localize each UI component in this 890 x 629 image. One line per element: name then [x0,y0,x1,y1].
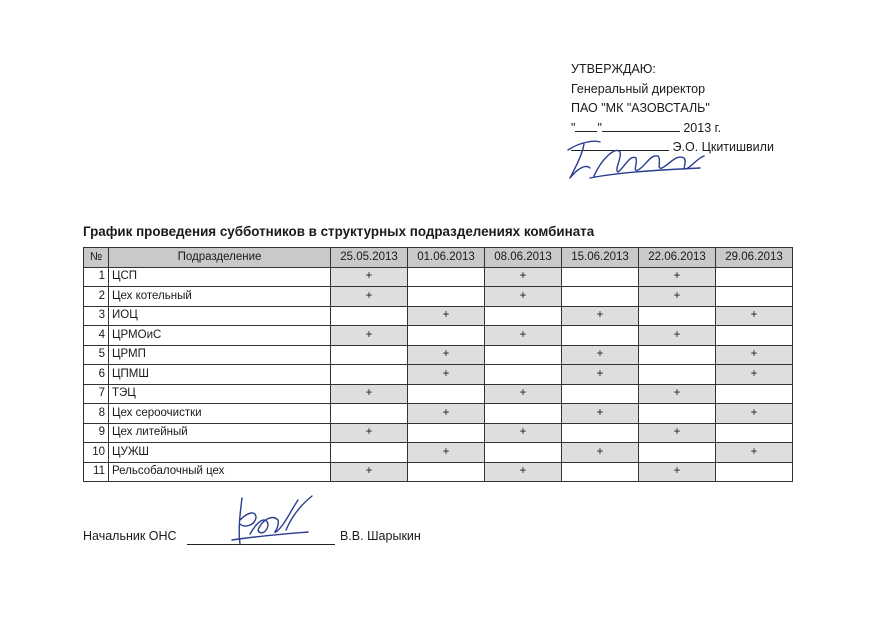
schedule-cell [639,404,716,424]
table-row [84,404,793,424]
approval-signatory: Э.О. Цкитишвили [672,140,774,154]
schedule-cell [716,384,793,404]
schedule-cell: + [716,345,793,365]
date-close-quote: " [597,120,602,135]
schedule-cell [485,365,562,385]
col-header-date: 01.06.2013 [408,248,485,268]
schedule-cell: + [639,384,716,404]
row-number: 4 [84,326,109,346]
schedule-cell: + [485,462,562,482]
schedule-cell: + [485,267,562,287]
schedule-cell: + [331,267,408,287]
page-title: График проведения субботников в структурных подразделениях комбината [83,224,595,239]
schedule-cell: + [408,306,485,326]
row-department: ИОЦ [109,306,331,326]
schedule-cell: + [408,443,485,463]
schedule-cell: + [485,423,562,443]
row-number: 9 [84,423,109,443]
row-department: Рельсобалочный цех [109,462,331,482]
footer-name: В.В. Шарыкин [340,529,421,543]
footer [83,529,421,543]
approval-position: Генеральный директор [571,81,706,96]
table-row [84,345,793,365]
schedule-cell: + [716,365,793,385]
schedule-cell: + [485,384,562,404]
schedule-cell [485,345,562,365]
row-department: ЦУЖШ [109,443,331,463]
schedule-cell [562,287,639,307]
table-row [84,326,793,346]
director-signature [560,128,710,188]
schedule-cell [485,404,562,424]
schedule-cell [408,462,485,482]
schedule-cell [408,423,485,443]
schedule-cell: + [408,345,485,365]
schedule-cell [716,423,793,443]
schedule-cell: + [485,287,562,307]
row-number: 1 [84,267,109,287]
schedule-cell [562,423,639,443]
schedule-cell: + [639,462,716,482]
schedule-cell: + [639,423,716,443]
col-header-date: 22.06.2013 [639,248,716,268]
schedule-cell [639,365,716,385]
schedule-cell [408,287,485,307]
col-header-date: 08.06.2013 [485,248,562,268]
schedule-cell: + [716,404,793,424]
table-row [84,287,793,307]
footer-position: Начальник ОНС [83,529,177,543]
col-header-date: 25.05.2013 [331,248,408,268]
row-number: 3 [84,306,109,326]
schedule-table [83,247,793,482]
date-open-quote: " [571,120,576,135]
row-number: 5 [84,345,109,365]
schedule-cell [331,345,408,365]
col-header-department: Подразделение [109,248,331,268]
schedule-cell [562,384,639,404]
row-department: ЦСП [109,267,331,287]
row-number: 2 [84,287,109,307]
row-number: 11 [84,462,109,482]
schedule-cell: + [408,404,485,424]
row-department: Цех литейный [109,423,331,443]
schedule-cell: + [562,404,639,424]
header-row [84,248,793,268]
table-row [84,306,793,326]
schedule-cell: + [716,443,793,463]
schedule-cell: + [639,287,716,307]
table-row [84,423,793,443]
schedule-cell: + [331,326,408,346]
schedule-cell [639,443,716,463]
col-header-date: 29.06.2013 [716,248,793,268]
schedule-cell [331,404,408,424]
table-row [84,462,793,482]
schedule-cell: + [331,423,408,443]
row-department: ЦРМОиС [109,326,331,346]
schedule-cell [331,443,408,463]
schedule-cell [485,443,562,463]
schedule-cell [716,287,793,307]
schedule-cell: + [331,384,408,404]
col-header-number: № [84,248,109,268]
row-number: 7 [84,384,109,404]
schedule-cell: + [716,306,793,326]
schedule-cell [716,462,793,482]
approval-heading: УТВЕРЖДАЮ: [571,62,656,76]
schedule-cell: + [485,326,562,346]
schedule-cell [408,384,485,404]
schedule-cell [716,326,793,346]
schedule-cell: + [639,267,716,287]
schedule-cell: + [562,306,639,326]
row-department: ЦПМШ [109,365,331,385]
schedule-cell: + [331,287,408,307]
schedule-cell: + [639,326,716,346]
table-row [84,384,793,404]
row-department: ТЭЦ [109,384,331,404]
schedule-cell [639,306,716,326]
schedule-cell: + [562,443,639,463]
date-year: 2013 г. [683,120,722,135]
chief-signature [228,490,318,552]
col-header-date: 15.06.2013 [562,248,639,268]
row-department: ЦРМП [109,345,331,365]
schedule-cell [716,267,793,287]
schedule-body [84,267,793,482]
schedule-cell [562,326,639,346]
approval-company: ПАО "МК "АЗОВСТАЛЬ" [571,101,710,115]
schedule-cell: + [331,462,408,482]
table-row [84,365,793,385]
row-department: Цех котельный [109,287,331,307]
schedule-cell [485,306,562,326]
schedule-cell [562,462,639,482]
schedule-cell [331,365,408,385]
table-row [84,267,793,287]
schedule-cell [562,267,639,287]
schedule-cell [408,326,485,346]
schedule-cell [639,345,716,365]
row-number: 10 [84,443,109,463]
schedule-cell: + [562,345,639,365]
row-number: 8 [84,404,109,424]
table-row [84,443,793,463]
schedule-cell: + [562,365,639,385]
schedule-cell: + [408,365,485,385]
row-number: 6 [84,365,109,385]
schedule-cell [331,306,408,326]
row-department: Цех сероочистки [109,404,331,424]
schedule-cell [408,267,485,287]
